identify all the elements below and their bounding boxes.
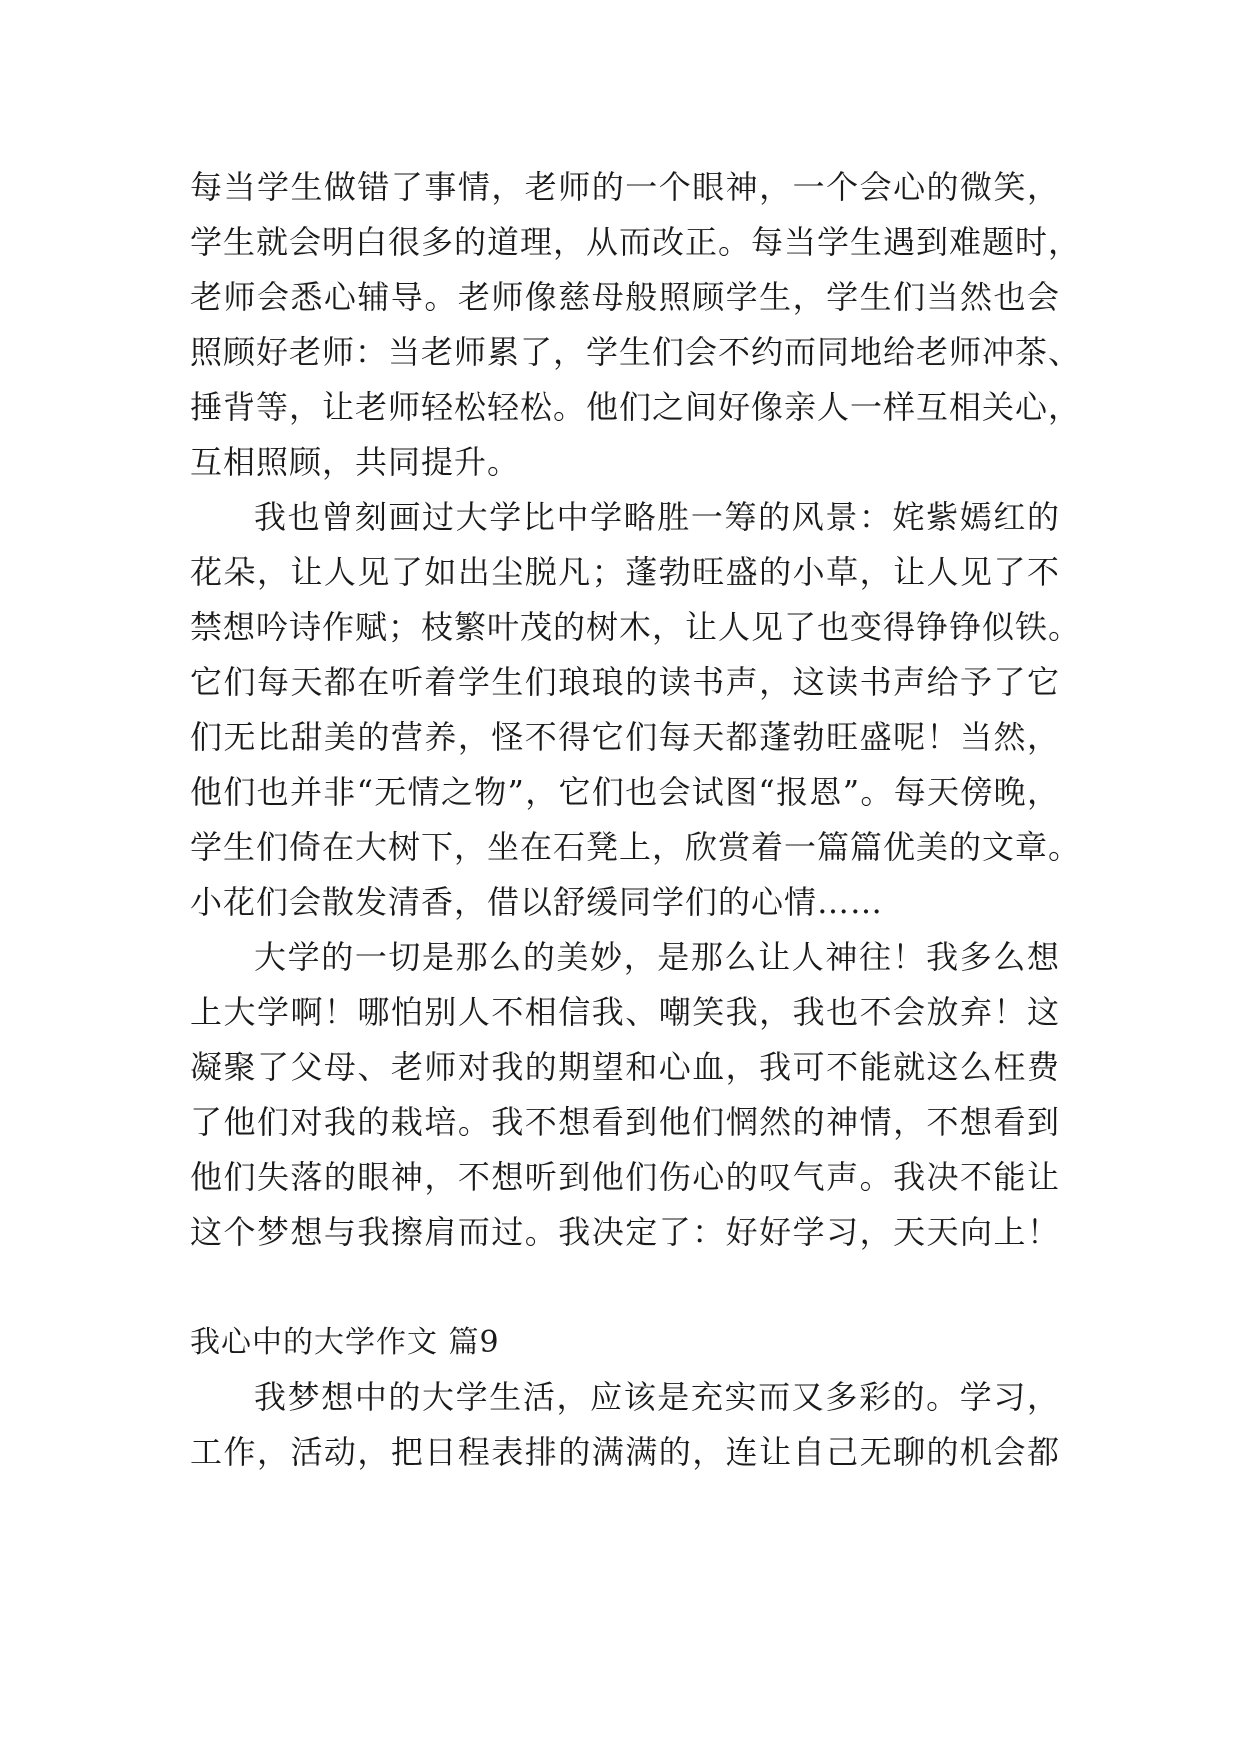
- text-line: 它们每天都在听着学生们琅琅的读书声，这读书声给予了它: [190, 663, 1060, 701]
- text-line: 工作，活动，把日程表排的满满的，连让自己无聊的机会都: [190, 1433, 1060, 1471]
- text-line: 他们也并非“无情之物”，它们也会试图“报恩”。每天傍晚，: [190, 773, 1060, 811]
- paragraph: [190, 930, 1060, 1260]
- paragraph: [190, 490, 1082, 930]
- paragraph: [190, 160, 1082, 490]
- text-line: 了他们对我的栽培。我不想看到他们惘然的神情，不想看到: [190, 1103, 1060, 1141]
- text-line: 禁想吟诗作赋；枝繁叶茂的树木，让人见了也变得铮铮似铁。: [190, 608, 1082, 646]
- text-line: 每当学生做错了事情，老师的一个眼神，一个会心的微笑，: [190, 168, 1060, 206]
- spacer: [190, 1260, 1060, 1315]
- section-heading: 我心中的大学作文 篇9: [190, 1325, 500, 1360]
- text-line: 我梦想中的大学生活，应该是充实而又多彩的。学习，: [254, 1378, 1060, 1416]
- text-line: 们无比甜美的营养，怪不得它们每天都蓬勃旺盛呢！当然，: [190, 718, 1060, 756]
- text-line: 凝聚了父母、老师对我的期望和心血，我可不能就这么枉费: [190, 1048, 1060, 1086]
- text-line: 他们失落的眼神，不想听到他们伤心的叹气声。我决不能让: [190, 1158, 1060, 1196]
- text-line: 大学的一切是那么的美妙，是那么让人神往！我多么想: [254, 938, 1060, 976]
- text-line: 小花们会散发清香，借以舒缓同学们的心情……: [190, 883, 884, 921]
- text-line: 学生们倚在大树下，坐在石凳上，欣赏着一篇篇优美的文章。: [190, 828, 1082, 866]
- text-line: 学生就会明白很多的道理，从而改正。每当学生遇到难题时，: [190, 223, 1082, 261]
- text-line: 这个梦想与我擦肩而过。我决定了：好好学习，天天向上！: [190, 1213, 1060, 1251]
- text-line: 花朵，让人见了如出尘脱凡；蓬勃旺盛的小草，让人见了不: [190, 553, 1060, 591]
- text-line: 老师会悉心辅导。老师像慈母般照顾学生，学生们当然也会: [190, 278, 1060, 316]
- text-line: 捶背等，让老师轻松轻松。他们之间好像亲人一样互相关心，: [190, 388, 1082, 426]
- paragraph: [190, 1370, 1060, 1480]
- text-line: 我也曾刻画过大学比中学略胜一筹的风景：姹紫嫣红的: [254, 498, 1060, 536]
- text-line: 照顾好老师：当老师累了，学生们会不约而同地给老师冲茶、: [190, 333, 1082, 371]
- document-page: [190, 160, 1082, 1480]
- text-line: 上大学啊！哪怕别人不相信我、嘲笑我，我也不会放弃！这: [190, 993, 1060, 1031]
- text-line: 互相照顾，共同提升。: [190, 443, 521, 481]
